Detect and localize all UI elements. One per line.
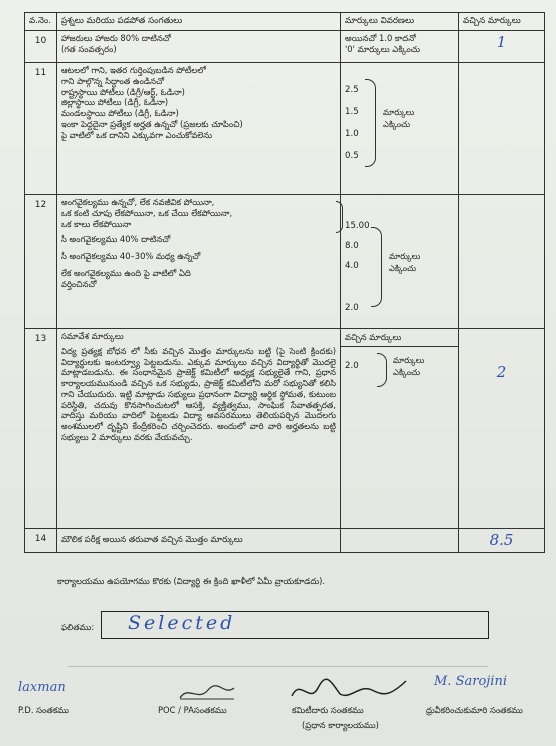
mark-value: 1.5 [345,107,359,117]
row-number: 13 [25,329,57,529]
header-questions: ప్రశ్నలు మరియు పడపోత సంగతులు [57,13,341,31]
question-line: అంగవైకల్యము ఉన్నచో, లేక నవజీవిక పోయినా, [61,197,215,207]
row-marks [341,63,459,195]
mark-value: 1.0 [345,129,359,139]
question-line: ఒక కంటి చూపు లేకపోయినా, ఒక చేయి లేకపోయినా, [61,207,233,218]
question-line: జిల్లాస్థాయి పోటీలు (డిగ్రీ, ఓడినా) [61,97,169,108]
row-question [57,63,341,195]
table-row [25,529,545,553]
poc-signature-mark [174,680,238,704]
row-marks [341,529,459,553]
marks-values [341,347,458,377]
mark-value: 2.5 [345,85,359,95]
mark-value: 4.0 [345,261,359,271]
marks-line: '0' మార్కులు ఎక్కించు [345,43,420,54]
poc-signature-label: POC / PAసంతకము [158,705,227,715]
verifier-signature-label: ధ్రువీకరించుకుమారి సంతకము [426,705,523,715]
pd-signature-label: P.D. సంతకము [18,705,69,715]
curly-brace [365,79,376,167]
row-number: 14 [25,529,57,553]
marks-note-line: ఎక్కించు [389,262,417,273]
verifier-signature: M. Sarojini [434,674,507,689]
mark-value: 2.0 [345,360,359,371]
given-marks: 2 [459,329,545,529]
question-line: లేక అంగవైకల్యము ఉంది పై వాటిలో ఏది [61,268,191,279]
given-marks: 1 [459,31,545,63]
marks-note [383,107,414,131]
row-marks [341,329,459,529]
divider [68,666,488,667]
table-row [25,195,545,329]
table-row [25,63,545,195]
question-line: హాజరులు హాజరు 80% దాటినచో [61,33,171,43]
row-number: 11 [25,63,57,195]
given-marks: 8.5 [459,529,545,553]
row-marks [341,31,459,63]
question-line: వర్తించినచో [61,279,97,289]
section-paragraph: విద్య ప్రత్యక్ష బోధన లో సీకు వచ్చిన మొత్తం మార్కులను బట్టి (పై సెంటి క్రిందకు) విద్యార్థులకు ఇంటర్వ్యూ పెట్టబడును. ఎక్కువ మార్కులు వచ్చిన విద్యార్థితో మొదలై మాట్లాడబడును. ఈ సంధానమైన ప్రాజెక్ట్ కమిటీలో అధ్యక్ష సభ్యులైతే గాని, ప్రధాన కార్యాలయమునుండి వచ్చిన ఒక సభ్యుడు, ప్రాజెక్ట్ కమిటీలోని మరో సభ్యునితో కలిసి గాని చేయుదురు. ఇట్టి మాట్లాడు సభ్యులు ప్రధానంగా విద్యార్థి ఆర్థిక స్థోమత, కుటుంబ పరిస్థితి, చదువు కొనసాగించుటలో ఆసక్తి, వ్యక్తిత్వము, సాంఘిక సేవాతత్పరత, వాదిస్తు మరియు వాదిలో పెట్టబడు విద్యా అవసరములు తెలియపర్చిన మొదలగు అంశములలో దృష్టిని కేంద్రీకరించి చర్చించెదరు. అందులో వారి వారి అర్హతలను బట్టి సభ్యులు 2 మార్కులు వరకు వేయవచ్చు. [61,345,336,442]
row-marks [341,195,459,329]
table-row [25,329,545,529]
mark-value: 0.5 [345,151,359,161]
marks-note-line: ఎక్కించు [393,366,421,377]
committee-signature-mark [286,676,412,706]
head-office-label: (ప్రధాన కార్యాలయము) [302,720,379,730]
mark-value: 15.00 [345,221,370,231]
result-label: ఫలితము: [61,622,95,632]
header-marks: మార్కులు వివరణలు [341,13,459,31]
row-question [57,31,341,63]
mark-value: 8.0 [345,241,359,251]
given-marks [459,195,545,329]
question-line: ఇంకా పెద్దదైనా ప్రత్యేక అర్హత ఉన్నచో (ప్రజలకు చూపించి) [61,118,243,129]
question-line: సీ అంగవైకల్యము 40% దాటినచో [61,234,171,245]
marks-line: అయినచో 1.0 కాదనో [345,33,416,43]
marks-note-line: మార్కులు [383,107,415,117]
table-header-row [25,13,545,31]
row-number: 10 [25,31,57,63]
signature-area [0,676,556,746]
row-question: మౌలిక పరీక్ష అయిన తరువాత వచ్చిన మొత్తం మార్కులు [57,529,341,553]
marks-note-line: ఎక్కించు [383,118,411,129]
given-marks [459,63,545,195]
question-line: సీ అంగవైకల్యము 40–30% మధ్య ఉన్నచో [61,251,201,262]
pd-signature: laxman [18,680,66,695]
marks-table [24,12,545,553]
marks-subheader: వచ్చిన మార్కులు [341,329,458,347]
header-given: వచ్చిన మార్కులు [459,13,545,31]
mark-value: 2.0 [345,303,359,313]
table-row [25,31,545,63]
question-line: ఒక కాలు లేకపోయినా [61,218,132,229]
result-handwriting: Selected [128,612,236,634]
question-line: పై వాటిలో ఒక దానిని ఎక్కువగా ఎంచుకోవలెను [61,129,213,140]
section-title: సమావేశ మార్కులు [61,331,124,341]
question-line: (గత సంవత్సరం) [61,43,117,54]
row-question [57,195,341,329]
marks-values [345,197,454,319]
question-line: మండలస్థాయి పోటీలు (డిగ్రీ, ఓడినా) [61,108,179,118]
committee-signature-label: కమిటీదారు సంతకము [292,705,364,715]
row-question [57,329,341,529]
marks-note [393,355,424,379]
curly-brace [371,227,382,307]
question-line: గాని పాల్గొన్న సిద్ధాంత ఉండినచో [61,75,165,86]
marks-values [345,65,454,169]
curly-brace [377,353,387,387]
header-no: వ.నెం. [25,13,57,31]
marks-note-line: మార్కులు [389,251,421,261]
marks-note [389,251,420,275]
question-line: రాష్ట్రస్థాయి పోటీలు (డిగ్రీ/ఆర్ట్‌, ఓడినా) [61,86,185,97]
office-use-note: కార్యాలయము ఉపయోగము కొరకు (విద్యార్థి ఈ క్రింది ఖాళీలో ఏమీ వ్రాయకూడదు). [57,576,326,586]
marks-note-line: మార్కులు [393,354,425,365]
question-line: ఆటలలో గాని, ఇతర గుర్తింపుబడిన పోటీలలో [61,65,206,75]
row-number: 12 [25,195,57,329]
